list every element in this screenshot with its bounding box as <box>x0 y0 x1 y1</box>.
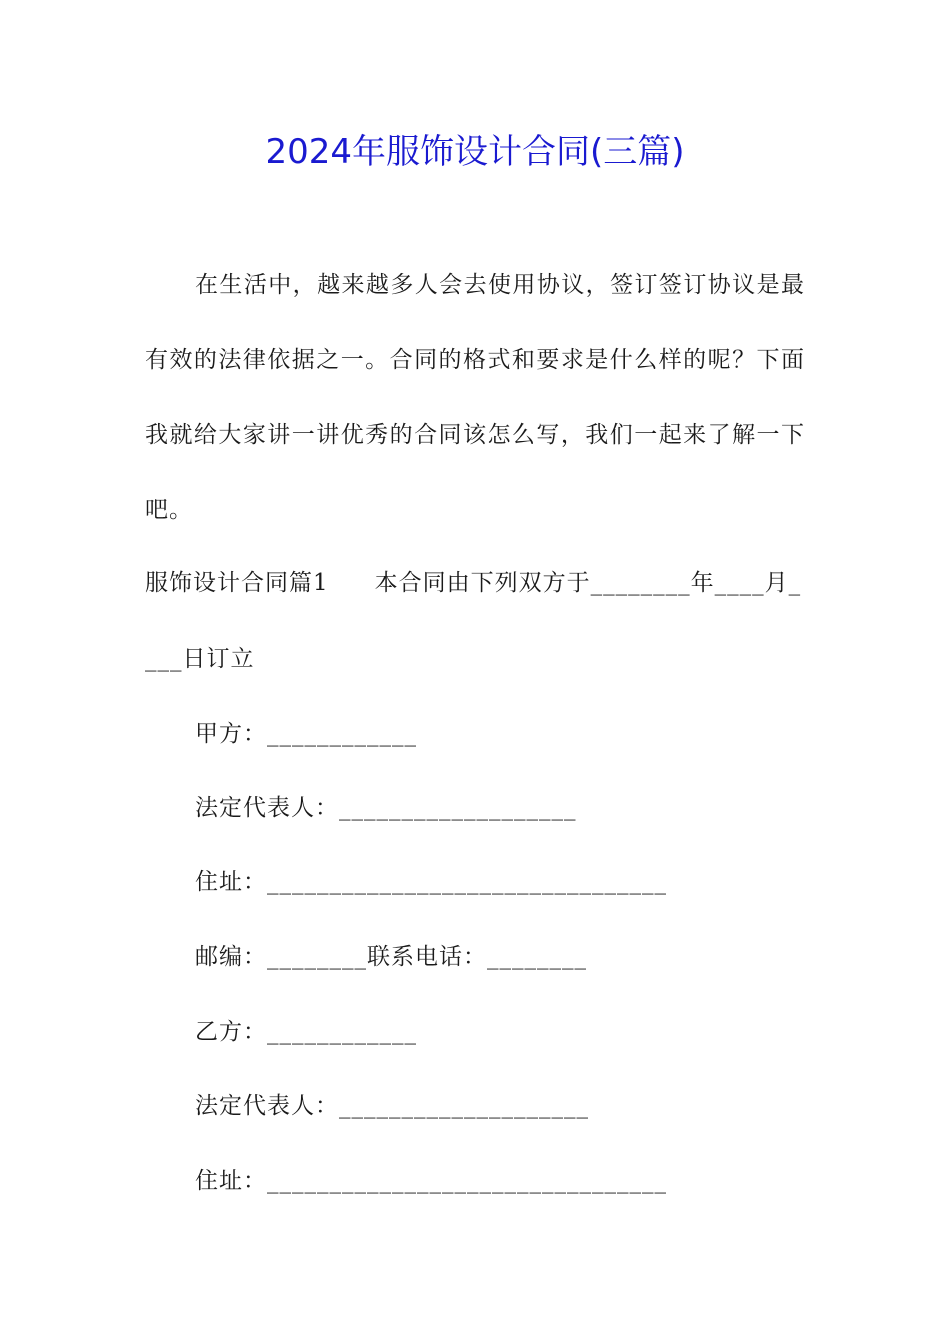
party-a-label: 甲方：____________ <box>195 721 417 747</box>
intro-line-3: 我就给大家讲一讲优秀的合同该怎么写，我们一起来了解一下 <box>145 422 805 448</box>
party-a-representative: 法定代表人：___________________ <box>195 795 577 821</box>
section-heading: 服饰设计合同篇1 <box>145 570 329 596</box>
intro-line-4: 吧。 <box>145 497 193 523</box>
section-heading-row <box>145 567 801 599</box>
document-title: 2024年服饰设计合同(三篇) <box>265 132 685 172</box>
party-b-label: 乙方：____________ <box>195 1019 417 1045</box>
party-a-address: 住址：________________________________ <box>195 869 667 895</box>
intro-line-1: 在生活中，越来越多人会去使用协议，签订签订协议是最 <box>195 272 805 298</box>
party-a-contact: 邮编：________联系电话：________ <box>195 944 587 970</box>
party-b-representative: 法定代表人：____________________ <box>195 1093 589 1119</box>
section-line-1: 本合同由下列双方于________年____月_ <box>374 570 802 596</box>
section-line-2: ___日订立 <box>145 646 255 672</box>
intro-line-2: 有效的法律依据之一。合同的格式和要求是什么样的呢？下面 <box>145 347 805 373</box>
party-b-address: 住址：________________________________ <box>195 1168 667 1194</box>
